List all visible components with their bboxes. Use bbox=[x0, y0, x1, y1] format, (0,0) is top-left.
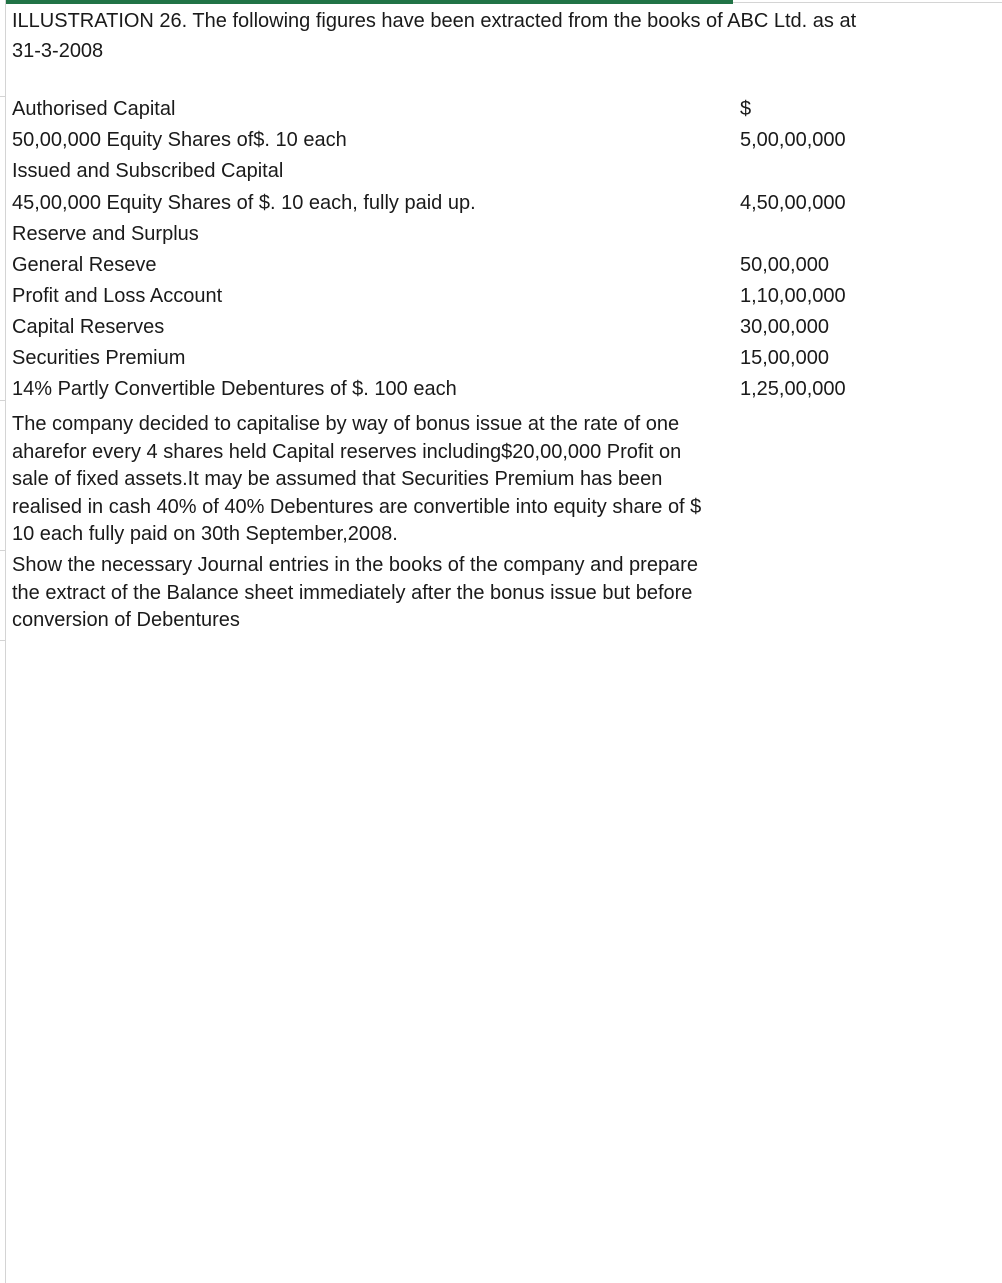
currency-header[interactable]: $ bbox=[740, 98, 752, 120]
paragraph-bonus-issue[interactable] bbox=[12, 411, 732, 549]
column-gridline bbox=[733, 2, 1002, 3]
title-line-1[interactable]: ILLUSTRATION 26. The following figures have been extracted from the books of ABC Ltd. as at bbox=[12, 10, 857, 32]
row-label[interactable]: 45,00,000 Equity Shares of $. 10 each, fully paid up. bbox=[12, 192, 476, 214]
row-header-gutter bbox=[0, 0, 6, 1283]
gutter-tick bbox=[0, 640, 5, 641]
row-amount[interactable]: 30,00,000 bbox=[740, 316, 829, 338]
paragraph-line: realised in cash 40% of 40% Debentures are convertible into equity share of $ bbox=[12, 495, 702, 518]
row-label[interactable]: Issued and Subscribed Capital bbox=[12, 160, 284, 182]
paragraph-line: the extract of the Balance sheet immediately after the bonus issue but before bbox=[12, 581, 693, 604]
row-label[interactable]: Capital Reserves bbox=[12, 316, 165, 338]
paragraph-line: sale of fixed assets.It may be assumed that Securities Premium has been bbox=[12, 468, 663, 490]
row-label[interactable]: General Reseve bbox=[12, 254, 157, 276]
row-label[interactable]: Profit and Loss Account bbox=[12, 285, 223, 307]
active-cell-selection-bar bbox=[6, 0, 733, 4]
row-label[interactable]: Authorised Capital bbox=[12, 98, 176, 120]
row-amount[interactable]: 4,50,00,000 bbox=[740, 192, 846, 214]
row-label[interactable]: Reserve and Surplus bbox=[12, 223, 199, 245]
gutter-tick bbox=[0, 550, 5, 551]
row-label[interactable]: 50,00,000 Equity Shares of$. 10 each bbox=[12, 129, 347, 151]
paragraph-instructions[interactable] bbox=[12, 552, 732, 635]
row-amount[interactable]: 5,00,00,000 bbox=[740, 129, 846, 151]
paragraph-line: aharefor every 4 shares held Capital reserves including$20,00,000 Profit on bbox=[12, 440, 682, 463]
row-label[interactable]: Securities Premium bbox=[12, 347, 186, 369]
row-amount[interactable]: 1,10,00,000 bbox=[740, 285, 846, 307]
paragraph-line: Show the necessary Journal entries in the books of the company and prepare bbox=[12, 554, 698, 576]
row-amount[interactable]: 15,00,000 bbox=[740, 347, 829, 369]
paragraph-line: 10 each fully paid on 30th September,2008. bbox=[12, 523, 398, 545]
row-amount[interactable]: 50,00,000 bbox=[740, 254, 829, 276]
gutter-tick bbox=[0, 96, 5, 97]
gutter-tick bbox=[0, 400, 5, 401]
row-label[interactable]: 14% Partly Convertible Debentures of $. 100 each bbox=[12, 378, 457, 400]
title-line-2[interactable]: 31-3-2008 bbox=[12, 40, 104, 62]
paragraph-line: The company decided to capitalise by way of bonus issue at the rate of one bbox=[12, 413, 680, 435]
paragraph-line: conversion of Debentures bbox=[12, 609, 240, 631]
row-amount[interactable]: 1,25,00,000 bbox=[740, 378, 846, 400]
